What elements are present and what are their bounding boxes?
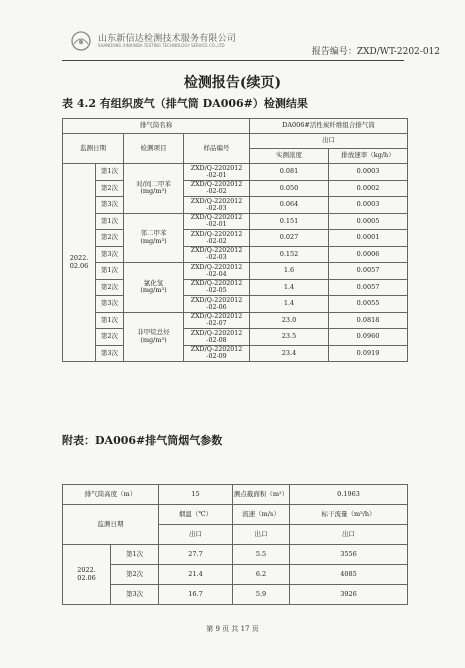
table1-caption: 表 4.2 有组织废气（排气筒 DA006#）检测结果 — [62, 97, 308, 110]
emission-rate: 0.0005 — [329, 213, 408, 230]
page-header — [70, 30, 440, 70]
emission-rate: 0.0919 — [329, 345, 408, 362]
table2-caption: 附表：DA006#排气筒烟气参数 — [62, 434, 223, 447]
table-row — [63, 230, 408, 247]
measured-concentration: 0.151 — [250, 213, 329, 230]
test-item: 邻二甲苯 (mg/m³) — [124, 213, 184, 263]
header-sample: 样品编号 — [184, 134, 250, 164]
sample-code: ZXD/Q-2202012 -02-06 — [184, 296, 250, 313]
emission-results-table — [62, 118, 408, 362]
emission-rate: 0.0001 — [329, 230, 408, 247]
table-row — [63, 296, 408, 313]
sample-code: ZXD/Q-2202012 -02-02 — [184, 180, 250, 197]
emission-rate: 0.0960 — [329, 329, 408, 346]
header-outlet: 出口 — [233, 525, 290, 545]
page-footer: 第 9 页 共 17 页 — [206, 625, 259, 633]
page-title: 检测报告(续页) — [183, 75, 282, 91]
section-area-label: 测点截面积（m²） — [233, 485, 290, 505]
flow-speed: 5.5 — [233, 545, 290, 565]
standard-dry-flow: 3926 — [290, 585, 408, 605]
table-row — [63, 246, 408, 263]
header-rate: 排放速率（kg/h） — [329, 149, 408, 164]
emission-rate: 0.0057 — [329, 279, 408, 296]
table-row — [63, 197, 408, 214]
table-row — [63, 345, 408, 362]
sample-code: ZXD/Q-2202012 -02-01 — [184, 164, 250, 181]
test-item: 对/间二甲苯 (mg/m³) — [124, 164, 184, 214]
header-conc: 实测浓度 — [250, 149, 329, 164]
header-outlet: 出口 — [159, 525, 233, 545]
emission-rate: 0.0055 — [329, 296, 408, 313]
sample-sequence: 第2次 — [96, 279, 124, 296]
header-temp: 烟温（℃） — [159, 505, 233, 525]
emission-rate: 0.0057 — [329, 263, 408, 280]
sample-sequence: 第2次 — [96, 329, 124, 346]
table-row — [63, 329, 408, 346]
monitoring-date: 2022. 02.06 — [63, 545, 111, 605]
measured-concentration: 1.4 — [250, 296, 329, 313]
emission-rate: 0.0003 — [329, 197, 408, 214]
sample-sequence: 第3次 — [111, 585, 159, 605]
sample-code: ZXD/Q-2202012 -02-04 — [184, 263, 250, 280]
sample-code: ZXD/Q-2202012 -02-03 — [184, 197, 250, 214]
table-row — [63, 312, 408, 329]
stack-height-value: 15 — [159, 485, 233, 505]
header-outlet: 出口 — [250, 134, 408, 149]
sample-code: ZXD/Q-2202012 -02-01 — [184, 213, 250, 230]
stack-name-label: 排气筒名称 — [63, 119, 250, 134]
measured-concentration: 0.050 — [250, 180, 329, 197]
header-speed: 流速（m/s） — [233, 505, 290, 525]
measured-concentration: 0.081 — [250, 164, 329, 181]
header-divider — [62, 60, 404, 61]
table-row — [63, 565, 408, 585]
table-row — [63, 263, 408, 280]
report-number: 报告编号：ZXD/WT-2202-012 — [311, 47, 440, 57]
header-flow: 标干流量（m³/h） — [290, 505, 408, 525]
emission-rate: 0.0006 — [329, 246, 408, 263]
header-item: 检测项目 — [124, 134, 184, 164]
standard-dry-flow: 3556 — [290, 545, 408, 565]
table-row — [63, 180, 408, 197]
table-row — [63, 585, 408, 605]
sample-sequence: 第3次 — [96, 197, 124, 214]
standard-dry-flow: 4085 — [290, 565, 408, 585]
sample-sequence: 第3次 — [96, 296, 124, 313]
company-logo-icon — [70, 30, 92, 52]
sample-code: ZXD/Q-2202012 -02-03 — [184, 246, 250, 263]
sample-code: ZXD/Q-2202012 -02-07 — [184, 312, 250, 329]
sample-code: ZXD/Q-2202012 -02-09 — [184, 345, 250, 362]
section-area-value: 0.1963 — [290, 485, 408, 505]
emission-rate: 0.0002 — [329, 180, 408, 197]
table-row — [63, 279, 408, 296]
measured-concentration: 1.4 — [250, 279, 329, 296]
sample-sequence: 第1次 — [96, 312, 124, 329]
measured-concentration: 0.064 — [250, 197, 329, 214]
flue-temperature: 21.4 — [159, 565, 233, 585]
sample-sequence: 第1次 — [96, 213, 124, 230]
flow-speed: 6.2 — [233, 565, 290, 585]
sample-sequence: 第2次 — [96, 180, 124, 197]
table-row — [63, 213, 408, 230]
measured-concentration: 0.152 — [250, 246, 329, 263]
emission-rate: 0.0003 — [329, 164, 408, 181]
header-outlet: 出口 — [290, 525, 408, 545]
header-date: 监测日期 — [63, 505, 159, 545]
monitoring-date: 2022. 02.06 — [63, 164, 96, 362]
sample-sequence: 第1次 — [96, 164, 124, 181]
measured-concentration: 0.027 — [250, 230, 329, 247]
table-row — [63, 164, 408, 181]
sample-sequence: 第1次 — [111, 545, 159, 565]
measured-concentration: 23.4 — [250, 345, 329, 362]
test-item: 非甲烷总烃 (mg/m³) — [124, 312, 184, 362]
flue-temperature: 16.7 — [159, 585, 233, 605]
company-name-en: SHANDONG XINXINDA TESTING TECHNOLOGY SERVICE CO.,LTD — [98, 43, 225, 48]
sample-code: ZXD/Q-2202012 -02-05 — [184, 279, 250, 296]
company-name: 山东新信达检测技术服务有限公司 — [98, 34, 237, 44]
sample-sequence: 第2次 — [96, 230, 124, 247]
measured-concentration: 23.5 — [250, 329, 329, 346]
test-item: 氯化氢 (mg/m³) — [124, 263, 184, 313]
sample-code: ZXD/Q-2202012 -02-08 — [184, 329, 250, 346]
header-date: 监测日期 — [63, 134, 124, 164]
flue-gas-params-table — [62, 484, 408, 605]
sample-code: ZXD/Q-2202012 -02-02 — [184, 230, 250, 247]
flue-temperature: 27.7 — [159, 545, 233, 565]
sample-sequence: 第3次 — [96, 246, 124, 263]
stack-height-label: 排气筒高度（m） — [63, 485, 159, 505]
flow-speed: 5.9 — [233, 585, 290, 605]
measured-concentration: 1.6 — [250, 263, 329, 280]
table-row — [63, 545, 408, 565]
measured-concentration: 23.0 — [250, 312, 329, 329]
emission-rate: 0.0818 — [329, 312, 408, 329]
stack-name-value: DA006#活性炭纤维组合排气筒 — [250, 119, 408, 134]
sample-sequence: 第1次 — [96, 263, 124, 280]
sample-sequence: 第3次 — [96, 345, 124, 362]
sample-sequence: 第2次 — [111, 565, 159, 585]
